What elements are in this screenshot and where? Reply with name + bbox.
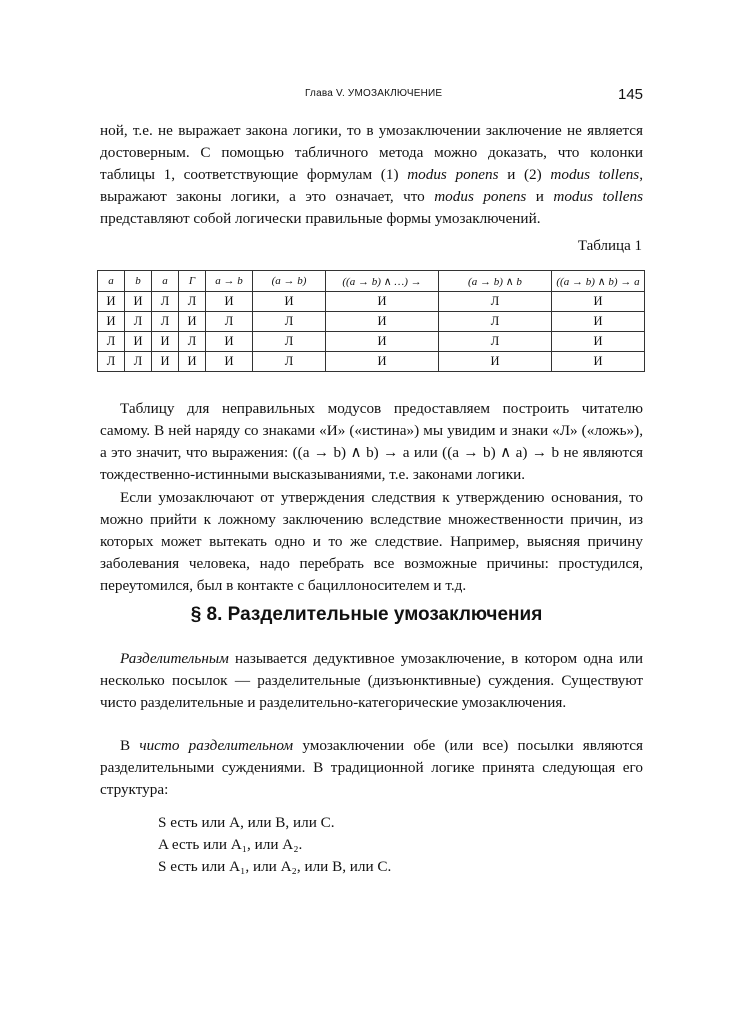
table-cell: Л	[253, 312, 326, 332]
table-cell: Л	[98, 352, 125, 372]
header-cell: (a → b) ∧ b	[439, 271, 552, 292]
table-cell: И	[206, 332, 253, 352]
truth-table-header-row	[98, 271, 645, 292]
table-cell: И	[253, 292, 326, 312]
header-cell: a → b	[206, 271, 253, 292]
table-cell: И	[125, 292, 152, 312]
para5-text-b: умозаключении обе (или все) посылки являются разделительными суждениями. В традиционной логике принята следующая его структура:	[100, 737, 643, 798]
para4-text: называется дедуктивное умозаключение, в котором одна или несколько посылок — разделительные (дизъюнктивные) суждения. Существуют чисто разделительные и разделительно-категорические умозаключения.	[100, 650, 643, 711]
para1-text-b: и (2)	[498, 166, 551, 183]
table-cell: И	[179, 352, 206, 372]
term-pure-disjunctive: чисто разделительном	[139, 737, 294, 754]
table-cell: Л	[253, 352, 326, 372]
page-number: 145	[618, 86, 644, 103]
table-cell: И	[326, 352, 439, 372]
table-cell: Л	[125, 312, 152, 332]
term-disjunctive: Разделительным	[120, 650, 229, 667]
table-cell: И	[98, 312, 125, 332]
table-cell: И	[552, 312, 645, 332]
table-cell: И	[439, 352, 552, 372]
para1-modus-ponens: modus ponens	[407, 166, 499, 183]
table-cell: И	[98, 292, 125, 312]
table-cell: И	[326, 332, 439, 352]
header-cell: ((a → b) ∧ b) → a	[552, 271, 645, 292]
table-cell: Л	[439, 312, 552, 332]
table-cell: И	[179, 312, 206, 332]
table-cell: Л	[179, 292, 206, 312]
paragraph-pure-disjunctive	[100, 735, 643, 801]
schema-line-3: S есть или A₁, или A₂, или B, или C.	[158, 858, 392, 875]
table-cell: Л	[152, 292, 179, 312]
header-cell: a	[98, 271, 125, 292]
schema-line-1: S есть или A, или B, или C.	[158, 814, 335, 831]
para1-text-c: , выражают законы логики, а это означает, что	[100, 166, 644, 205]
table-cell: И	[206, 292, 253, 312]
table-cell: Л	[98, 332, 125, 352]
schema-line-2: A есть или A₁, или A₂.	[158, 836, 303, 853]
table-cell: И	[552, 332, 645, 352]
running-header-chapter: Глава V. УМОЗАКЛЮЧЕНИЕ	[305, 88, 443, 99]
table-row	[98, 312, 645, 332]
paragraph-definition	[100, 648, 643, 714]
para1-modus-ponens-2: modus ponens	[434, 188, 527, 205]
table-row	[98, 332, 645, 352]
paragraph-invalid-modes: Таблицу для неправильных модусов предоставляем построить читателю самому. В ней наряду со знаками «И» («истина») мы увидим и знаки «Л» («ложь»), а это значит, что выражения: ((a → b) ∧ b) → a или ((a → b) ∧ a) → b не являются тождественно-истинными высказываниями, т.е. законами логики.	[100, 400, 643, 483]
table-row	[98, 352, 645, 372]
table-cell: Л	[206, 312, 253, 332]
table-cell: Л	[179, 332, 206, 352]
para1-modus-tollens: modus tollens	[550, 166, 640, 183]
table-cell: И	[326, 312, 439, 332]
table-cell: И	[326, 292, 439, 312]
table-cell: Л	[439, 332, 552, 352]
truth-table	[97, 270, 645, 372]
para1-modus-tollens-2: modus tollens	[553, 188, 643, 205]
paragraph-consequent-fallacy: Если умозаключают от утверждения следствия к утверждению основания, то можно прийти к ложному заключению вследствие множественности причин, из которых может вытекать одно и то же следствие. Например, выясняя причину заболевания человека, надо перебрать все возможные причины: простудился, переутомился, был в контакте с бациллоносителем и т.д.	[100, 489, 643, 594]
table-cell: И	[152, 352, 179, 372]
table-cell: И	[552, 292, 645, 312]
table-row	[98, 292, 645, 312]
table-cell: Л	[152, 312, 179, 332]
section-heading: § 8. Разделительные умозаключения	[190, 604, 543, 625]
header-cell: (a → b)	[253, 271, 326, 292]
table-cell: Л	[253, 332, 326, 352]
header-cell: Г	[179, 271, 206, 292]
header-cell: ((a → b) ∧ …) →	[326, 271, 439, 292]
header-cell: b	[125, 271, 152, 292]
paragraph-intro	[100, 120, 643, 230]
table-cell: И	[125, 332, 152, 352]
table-cell: И	[552, 352, 645, 372]
para5-text-a: В	[120, 737, 140, 754]
table-cell: И	[206, 352, 253, 372]
table-cell: Л	[439, 292, 552, 312]
para1-text-e: представляют собой логически правильные формы умозаключений.	[100, 210, 541, 227]
table-cell: Л	[125, 352, 152, 372]
header-cell: a	[152, 271, 179, 292]
para1-text-a: ной, т.е. не выражает закона логики, то в умозаключении заключение не является достоверным. С помощью табличного метода можно доказать, что колонки таблицы 1, соответствующие формулам (1)	[100, 122, 643, 183]
table-cell: И	[152, 332, 179, 352]
table-caption: Таблица 1	[577, 238, 642, 254]
para1-text-d: и	[526, 188, 554, 205]
